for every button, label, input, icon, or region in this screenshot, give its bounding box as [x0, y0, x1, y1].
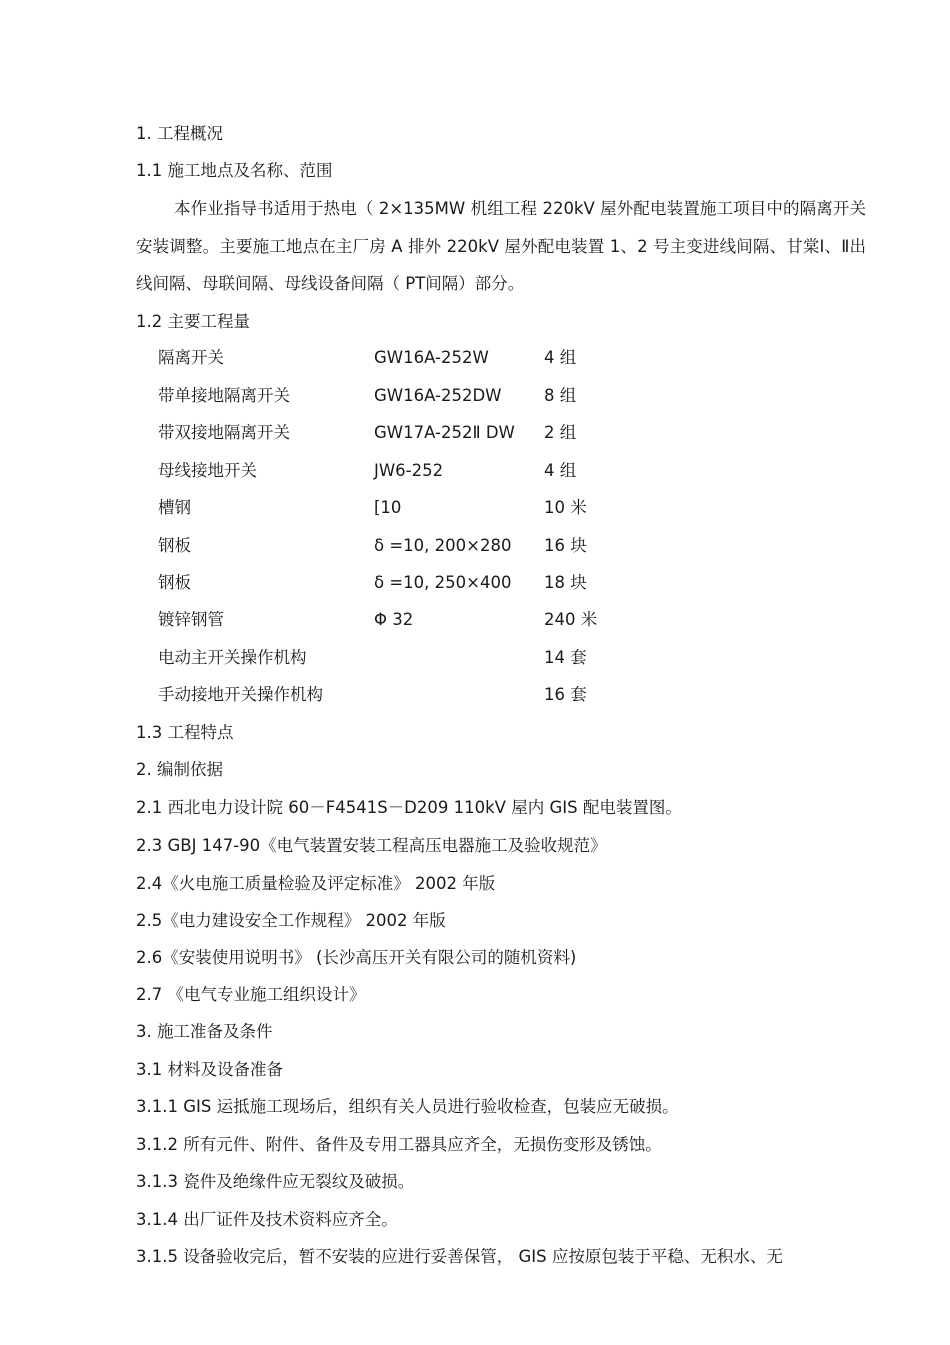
item-qty: 4 组	[544, 348, 577, 367]
item-qty: 10 米	[544, 498, 587, 517]
item-qty: 2 组	[544, 423, 577, 442]
reference-2-6: 2.6《安装使用说明书》 (长沙高压开关有限公司的随机资料)	[136, 948, 577, 967]
item-qty: 16 块	[544, 536, 587, 555]
item-name: 钢板	[158, 536, 191, 555]
section-1-2-heading: 1.2 主要工程量	[136, 312, 250, 331]
reference-2-1: 2.1 西北电力设计院 60－F4541S－D209 110kV 屋内 GIS 配电装置图。	[136, 798, 682, 817]
section-1-3-heading: 1.3 工程特点	[136, 723, 234, 742]
item-3-1-1: 3.1.1 GIS 运抵施工现场后，组织有关人员进行验收检查，包装应无破损。	[136, 1097, 679, 1116]
item-qty: 8 组	[544, 386, 577, 405]
item-spec: Φ 32	[374, 610, 414, 629]
item-name: 隔离开关	[158, 348, 224, 367]
item-name: 槽钢	[158, 498, 191, 517]
item-3-1-2: 3.1.2 所有元件、附件、备件及专用工器具应齐全，无损伤变形及锈蚀。	[136, 1135, 662, 1154]
item-qty: 240 米	[544, 610, 598, 629]
item-spec: δ =10, 250×400	[374, 573, 512, 592]
item-name: 带双接地隔离开关	[158, 423, 290, 442]
reference-2-4: 2.4《火电施工质量检验及评定标准》 2002 年版	[136, 874, 496, 893]
reference-2-5: 2.5《电力建设安全工作规程》 2002 年版	[136, 911, 446, 930]
item-3-1-4: 3.1.4 出厂证件及技术资料应齐全。	[136, 1210, 398, 1229]
item-qty: 14 套	[544, 648, 587, 667]
section-3-heading: 3. 施工准备及条件	[136, 1022, 273, 1041]
reference-2-3: 2.3 GBJ 147-90《电气装置安装工程高压电器施工及验收规范》	[136, 836, 607, 855]
item-spec: [10	[374, 498, 402, 517]
item-spec: GW17A-252Ⅱ DW	[374, 423, 515, 442]
item-qty: 4 组	[544, 461, 577, 480]
item-name: 母线接地开关	[158, 461, 257, 480]
section-3-1-heading: 3.1 材料及设备准备	[136, 1060, 283, 1079]
item-name: 带单接地隔离开关	[158, 386, 290, 405]
item-name: 电动主开关操作机构	[158, 648, 307, 667]
section-1-heading: 1. 工程概况	[136, 124, 223, 143]
section-1-1-body: 本作业指导书适用于热电（ 2×135MW 机组工程 220kV 屋外配电装置施工项目中的隔离开关安装调整。主要施工地点在主厂房 A 排外 220kV 屋外配电装置 1、2 号主变进线间隔、甘棠Ⅰ、Ⅱ出线间隔、母联间隔、母线设备间隔（ PT间隔）部分。	[136, 199, 866, 293]
item-spec: GW16A-252W	[374, 348, 489, 367]
item-name: 手动接地开关操作机构	[158, 685, 323, 704]
item-spec: JW6-252	[374, 461, 444, 480]
item-qty: 16 套	[544, 685, 587, 704]
section-1-1-heading: 1.1 施工地点及名称、范围	[136, 161, 333, 180]
item-name: 钢板	[158, 573, 191, 592]
item-spec: GW16A-252DW	[374, 386, 502, 405]
item-spec: δ =10, 200×280	[374, 536, 512, 555]
item-3-1-3: 3.1.3 瓷件及绝缘件应无裂纹及破损。	[136, 1172, 415, 1191]
item-3-1-5: 3.1.5 设备验收完后，暂不安装的应进行妥善保管， GIS 应按原包装于平稳、无积水、无	[136, 1247, 783, 1266]
item-name: 镀锌钢管	[158, 610, 224, 629]
reference-2-7: 2.7 《电气专业施工组织设计》	[136, 985, 366, 1004]
item-qty: 18 块	[544, 573, 587, 592]
section-2-heading: 2. 编制依据	[136, 760, 223, 779]
